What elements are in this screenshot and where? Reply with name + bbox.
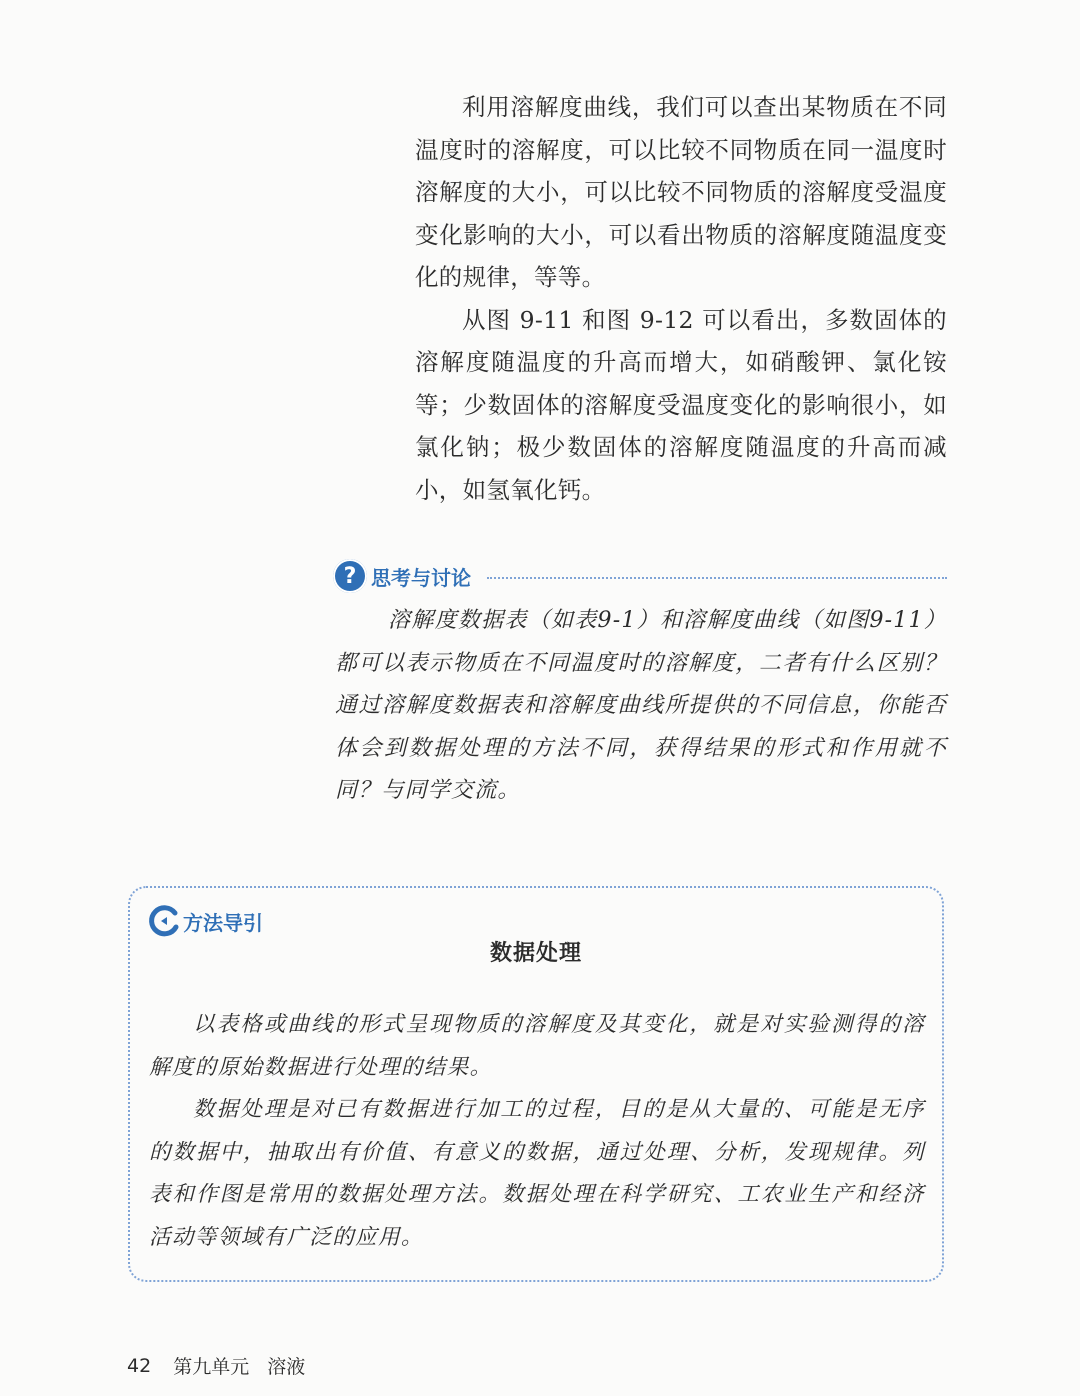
footer-unit bbox=[173, 1352, 305, 1379]
page-number: 42 bbox=[127, 1354, 152, 1377]
unit-number: 第九单元 bbox=[173, 1356, 250, 1378]
method-title: 数据处理 bbox=[489, 940, 582, 966]
method-guide-icon bbox=[147, 904, 181, 938]
dotted-divider bbox=[487, 577, 947, 579]
method-guide-header bbox=[147, 904, 263, 938]
unit-title: 溶液 bbox=[267, 1356, 306, 1378]
discussion-header bbox=[333, 556, 947, 596]
discussion-title: 思考与讨论 bbox=[371, 565, 471, 590]
page-footer bbox=[127, 1352, 305, 1379]
method-paragraph-1: 以表格或曲线的形式呈现物质的溶解度及其变化，就是对实验测得的溶解度的原始数据进行处理的结果。 bbox=[149, 1012, 925, 1080]
paragraph-solubility-trends: 从图 9-11 和图 9-12 可以看出，多数固体的溶解度随温度的升高而增大，如硝酸钾、氯化铵等；少数固体的溶解度受温度变化的影响很小，如氯化钠；极少数固体的溶解度随温度的升高而减小，如氢氧化钙。 bbox=[415, 305, 947, 504]
method-paragraph-2: 数据处理是对已有数据进行加工的过程，目的是从大量的、可能是无序的数据中，抽取出有价值、有意义的数据，通过处理、分析，发现规律。列表和作图是常用的数据处理方法。数据处理在科学研究、工农业生产和经济活动等领域有广泛的应用。 bbox=[149, 1097, 925, 1250]
question-icon: ? bbox=[333, 559, 367, 593]
discussion-text: 溶解度数据表（如表9-1）和溶解度曲线（如图9-11）都可以表示物质在不同温度时的溶解度，二者有什么区别？通过溶解度数据表和溶解度曲线所提供的不同信息，你能否体会到数据处理的方法不同，获得结果的形式和作用就不同？与同学交流。 bbox=[335, 608, 947, 803]
paragraph-solubility-curve-uses: 利用溶解度曲线，我们可以查出某物质在不同温度时的溶解度，可以比较不同物质在同一温度时溶解度的大小，可以比较不同物质的溶解度受温度变化影响的大小，可以看出物质的溶解度随温度变化的规律，等等。 bbox=[415, 93, 947, 291]
method-body bbox=[149, 1004, 925, 1259]
method-guide-label: 方法导引 bbox=[183, 910, 263, 935]
main-text bbox=[415, 86, 947, 511]
discussion-body bbox=[335, 600, 947, 813]
